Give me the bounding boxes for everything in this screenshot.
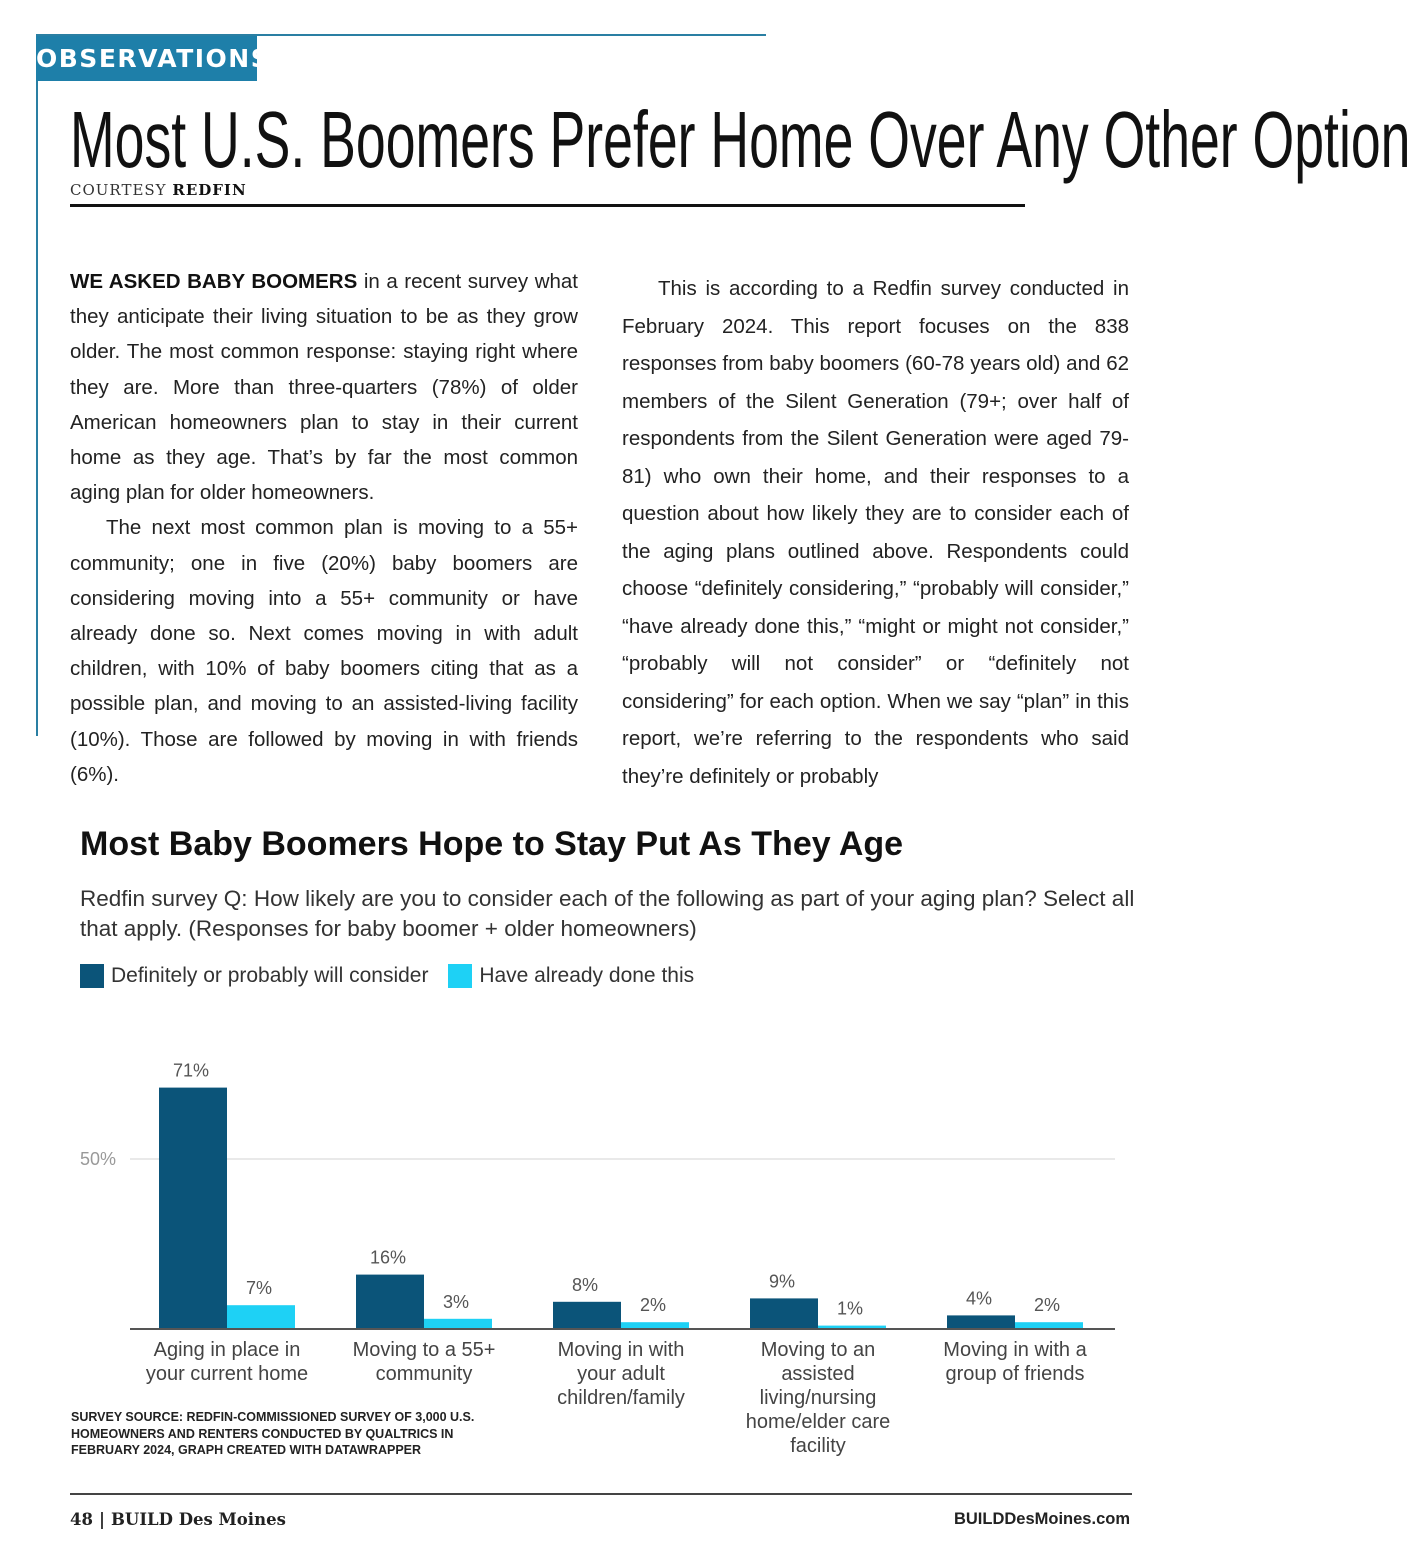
footer-rule xyxy=(70,1493,1132,1495)
survey-source-note: SURVEY SOURCE: REDFIN-COMMISSIONED SURVEY OF 3,000 U.S. HOMEOWNERS AND RENTERS CONDUCTED BY QUALTRICS IN FEBRUARY 2024, GRAPH CREATED WITH DATAWRAPPER xyxy=(71,1410,475,1457)
chart-title: Most Baby Boomers Hope to Stay Put As They Age xyxy=(80,825,904,863)
value-label-consider-1: 16% xyxy=(369,1247,407,1268)
website-link[interactable]: BUILDDesMoines.com xyxy=(953,1510,1130,1528)
category-label-4-1: group of friends xyxy=(945,1363,1085,1385)
legend-item-consider xyxy=(80,964,428,988)
value-label-consider-4: 4% xyxy=(965,1288,993,1309)
category-label-2-1: your adult xyxy=(577,1363,665,1385)
legend-label-done: Have already done this xyxy=(479,964,695,987)
value-label-consider-3: 9% xyxy=(768,1271,796,1292)
bar-done-4 xyxy=(1015,1322,1083,1329)
category-label-3-1: assisted xyxy=(781,1363,855,1385)
category-label-0-0: Aging in place in xyxy=(153,1339,301,1361)
left-rule xyxy=(36,34,38,736)
bar-done-2 xyxy=(621,1322,689,1329)
folio-separator: | xyxy=(98,1510,105,1529)
value-label-done-0: 7% xyxy=(245,1278,273,1299)
category-label-3-3: home/elder care xyxy=(745,1411,891,1433)
bar-consider-2 xyxy=(553,1302,621,1329)
category-label-2-0: Moving in with xyxy=(557,1339,685,1361)
category-label-3-4: facility xyxy=(790,1435,846,1457)
legend-swatch-consider xyxy=(80,964,104,988)
category-label-1-0: Moving to a 55+ xyxy=(352,1339,496,1361)
category-label-3-0: Moving to an xyxy=(760,1339,876,1361)
bar-consider-4 xyxy=(947,1315,1015,1329)
bar-chart xyxy=(60,1030,1130,1460)
legend-swatch-done xyxy=(448,964,472,988)
article-paragraph-2: The next most common plan is moving to a 55+ community; one in five (20%) baby boomers are considering moving into a 55+ community or have already done so. Next comes moving in with adult children, with 10% of baby boomers citing that as a possible plan, and moving to an assisted-living facility (10%). Those are followed by moving in with friends (6%). xyxy=(70,516,578,786)
category-label-1-1: community xyxy=(375,1363,473,1385)
value-label-done-4: 2% xyxy=(1033,1295,1061,1316)
article-column-left xyxy=(70,264,578,792)
legend-item-done xyxy=(448,964,694,988)
article-lead: WE ASKED BABY BOOMERS xyxy=(70,270,358,293)
credit-source: REDFIN xyxy=(172,181,247,199)
page-folio xyxy=(70,1510,286,1529)
value-label-done-2: 2% xyxy=(639,1295,667,1316)
bar-done-0 xyxy=(227,1305,295,1329)
bar-done-1 xyxy=(424,1319,492,1329)
category-label-3-2: living/nursing xyxy=(759,1387,877,1409)
publication-name: BUILD Des Moines xyxy=(110,1510,286,1529)
bar-consider-0 xyxy=(159,1088,227,1329)
chart-legend xyxy=(80,964,708,994)
headline-rule xyxy=(70,204,1025,207)
value-label-done-1: 3% xyxy=(442,1291,470,1312)
article-paragraph-3: This is according to a Redfin survey conducted in February 2024. This report focuses on the 838 responses from baby boomers (60-78 years old) and 62 members of the Silent Generation (79+; over half of respondents from the Silent Generation were aged 79-81) who own their home, and their responses to a question about how likely they are to consider each of the aging plans outlined above. Respondents could choose “definitely considering,” “probably will consider,” “have already done this,” “might or might not consider,” “probably will not consider” or “definitely not considering” for each option. When we say “plan” in this report, we’re referring to the respondents who said they’re definitely or probably xyxy=(622,277,1129,788)
value-label-consider-0: 71% xyxy=(172,1060,210,1081)
photo-credit xyxy=(70,181,247,199)
chart-subtitle: Redfin survey Q: How likely are you to consider each of the following as part of your aging plan? Select all that apply. (Responses for baby boomer + older homeowners) xyxy=(80,886,1135,941)
section-tag: OBSERVATIONS xyxy=(36,36,257,81)
legend-label-consider: Definitely or probably will consider xyxy=(111,964,429,987)
article-paragraph-1 xyxy=(70,264,578,510)
bar-consider-3 xyxy=(750,1298,818,1329)
value-label-consider-2: 8% xyxy=(571,1274,599,1295)
value-label-done-3: 1% xyxy=(836,1298,864,1319)
category-label-4-0: Moving in with a xyxy=(943,1339,1087,1361)
page-number: 48 xyxy=(70,1510,93,1529)
credit-prefix: COURTESY xyxy=(70,181,167,199)
article-column-right xyxy=(622,270,1129,795)
page-title: Most U.S. Boomers Prefer Home Over Any Other Option xyxy=(70,95,1410,184)
article-paragraph-1-text: in a recent survey what they anticipate their living situation to be as they grow older. The most common response: staying right where they are. More than three-quarters (78%) of older American homeowners plan to stay in their current home as they age. That’s by far the most common aging plan for older homeowners. xyxy=(70,270,578,505)
category-label-0-1: your current home xyxy=(145,1363,309,1385)
bar-consider-1 xyxy=(356,1275,424,1329)
tick-label-50: 50% xyxy=(80,1149,117,1169)
category-label-2-2: children/family xyxy=(557,1387,685,1409)
